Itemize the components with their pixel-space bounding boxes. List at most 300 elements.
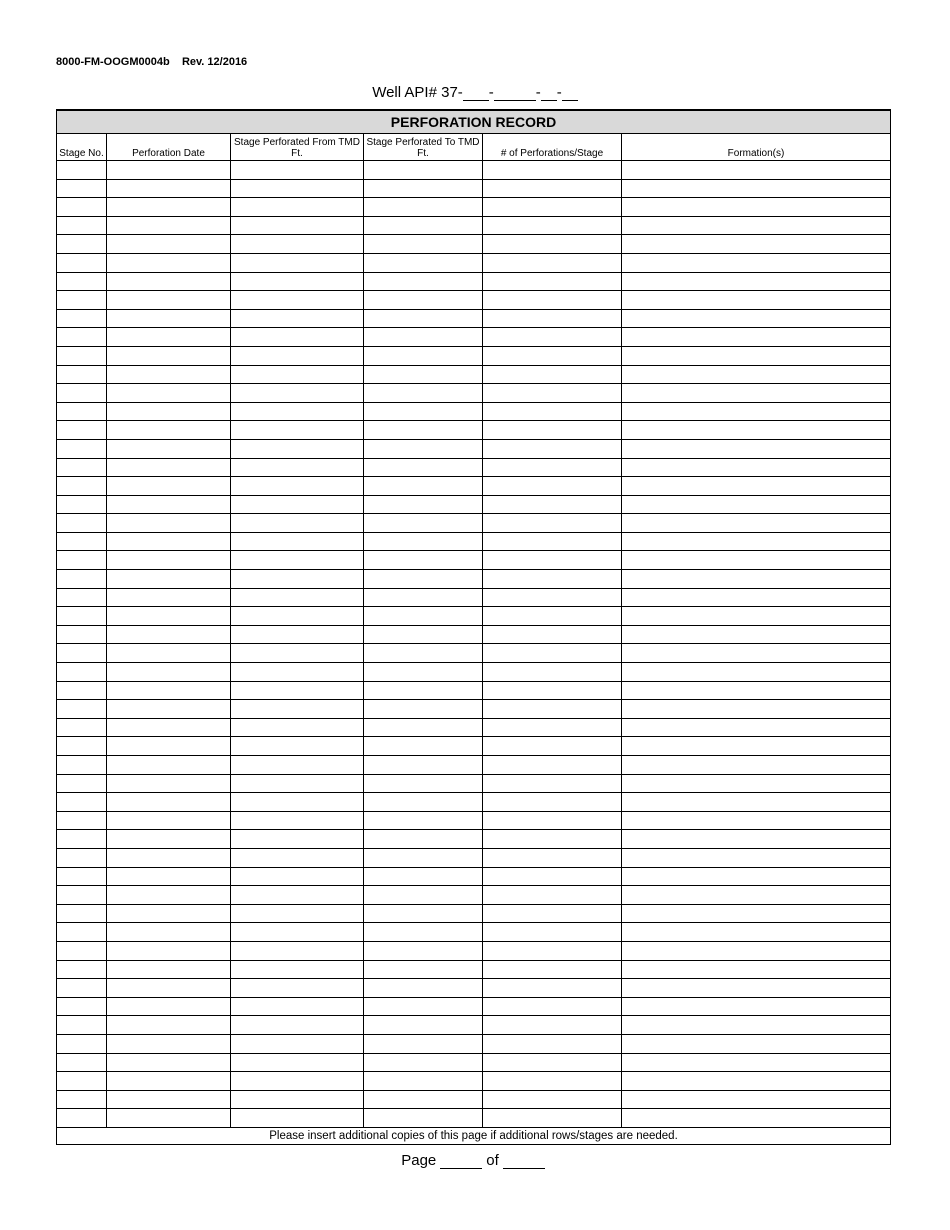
table-cell[interactable] <box>231 811 364 830</box>
table-cell[interactable] <box>364 1090 483 1109</box>
table-cell[interactable] <box>57 904 107 923</box>
table-cell[interactable] <box>483 514 622 533</box>
table-cell[interactable] <box>57 514 107 533</box>
table-cell[interactable] <box>622 161 891 180</box>
table-cell[interactable] <box>231 1090 364 1109</box>
table-cell[interactable] <box>231 644 364 663</box>
table-cell[interactable] <box>231 216 364 235</box>
table-cell[interactable] <box>57 1072 107 1091</box>
table-cell[interactable] <box>622 1034 891 1053</box>
table-cell[interactable] <box>483 718 622 737</box>
table-cell[interactable] <box>57 458 107 477</box>
table-cell[interactable] <box>622 1072 891 1091</box>
table-cell[interactable] <box>622 235 891 254</box>
table-cell[interactable] <box>57 997 107 1016</box>
table-cell[interactable] <box>483 235 622 254</box>
table-cell[interactable] <box>483 570 622 589</box>
table-cell[interactable] <box>364 774 483 793</box>
table-cell[interactable] <box>622 681 891 700</box>
table-cell[interactable] <box>231 886 364 905</box>
table-cell[interactable] <box>483 848 622 867</box>
table-cell[interactable] <box>57 551 107 570</box>
table-cell[interactable] <box>483 328 622 347</box>
table-cell[interactable] <box>57 774 107 793</box>
table-cell[interactable] <box>57 700 107 719</box>
table-cell[interactable] <box>107 272 231 291</box>
table-cell[interactable] <box>231 235 364 254</box>
table-cell[interactable] <box>364 867 483 886</box>
table-cell[interactable] <box>57 161 107 180</box>
table-cell[interactable] <box>57 384 107 403</box>
table-cell[interactable] <box>364 718 483 737</box>
table-cell[interactable] <box>483 756 622 775</box>
table-cell[interactable] <box>231 1109 364 1128</box>
table-cell[interactable] <box>57 793 107 812</box>
table-cell[interactable] <box>231 253 364 272</box>
table-cell[interactable] <box>107 346 231 365</box>
table-cell[interactable] <box>107 439 231 458</box>
table-cell[interactable] <box>231 532 364 551</box>
table-cell[interactable] <box>622 700 891 719</box>
table-cell[interactable] <box>364 1109 483 1128</box>
table-cell[interactable] <box>364 532 483 551</box>
table-cell[interactable] <box>57 570 107 589</box>
table-cell[interactable] <box>364 979 483 998</box>
table-cell[interactable] <box>231 904 364 923</box>
table-cell[interactable] <box>231 681 364 700</box>
table-cell[interactable] <box>57 439 107 458</box>
table-cell[interactable] <box>107 607 231 626</box>
table-cell[interactable] <box>483 1053 622 1072</box>
table-cell[interactable] <box>483 253 622 272</box>
table-cell[interactable] <box>57 1090 107 1109</box>
table-cell[interactable] <box>231 700 364 719</box>
table-cell[interactable] <box>231 1016 364 1035</box>
table-cell[interactable] <box>483 532 622 551</box>
table-cell[interactable] <box>107 570 231 589</box>
table-cell[interactable] <box>483 904 622 923</box>
table-cell[interactable] <box>622 1016 891 1035</box>
table-cell[interactable] <box>107 1034 231 1053</box>
table-cell[interactable] <box>57 1034 107 1053</box>
table-cell[interactable] <box>622 756 891 775</box>
table-cell[interactable] <box>483 1109 622 1128</box>
table-cell[interactable] <box>57 867 107 886</box>
table-cell[interactable] <box>483 161 622 180</box>
table-cell[interactable] <box>483 1016 622 1035</box>
table-cell[interactable] <box>107 198 231 217</box>
table-cell[interactable] <box>107 793 231 812</box>
table-cell[interactable] <box>364 309 483 328</box>
table-cell[interactable] <box>57 179 107 198</box>
table-cell[interactable] <box>231 514 364 533</box>
table-cell[interactable] <box>364 681 483 700</box>
api-field-suffix-2[interactable] <box>562 85 578 101</box>
table-cell[interactable] <box>231 384 364 403</box>
table-cell[interactable] <box>57 923 107 942</box>
table-cell[interactable] <box>364 291 483 310</box>
table-cell[interactable] <box>364 477 483 496</box>
table-cell[interactable] <box>57 663 107 682</box>
table-cell[interactable] <box>107 904 231 923</box>
table-cell[interactable] <box>622 644 891 663</box>
table-cell[interactable] <box>483 644 622 663</box>
table-cell[interactable] <box>622 793 891 812</box>
table-cell[interactable] <box>107 216 231 235</box>
table-cell[interactable] <box>231 607 364 626</box>
table-cell[interactable] <box>364 570 483 589</box>
table-cell[interactable] <box>483 625 622 644</box>
table-cell[interactable] <box>107 681 231 700</box>
table-cell[interactable] <box>107 886 231 905</box>
table-cell[interactable] <box>231 421 364 440</box>
table-cell[interactable] <box>107 1090 231 1109</box>
table-cell[interactable] <box>622 570 891 589</box>
table-cell[interactable] <box>622 514 891 533</box>
table-cell[interactable] <box>57 346 107 365</box>
table-cell[interactable] <box>107 421 231 440</box>
table-cell[interactable] <box>622 979 891 998</box>
table-cell[interactable] <box>57 365 107 384</box>
table-cell[interactable] <box>107 960 231 979</box>
table-cell[interactable] <box>231 588 364 607</box>
table-cell[interactable] <box>57 830 107 849</box>
table-cell[interactable] <box>231 161 364 180</box>
table-cell[interactable] <box>622 625 891 644</box>
table-cell[interactable] <box>364 997 483 1016</box>
table-cell[interactable] <box>231 1053 364 1072</box>
table-cell[interactable] <box>483 551 622 570</box>
table-cell[interactable] <box>364 830 483 849</box>
table-cell[interactable] <box>107 1016 231 1035</box>
table-cell[interactable] <box>622 1053 891 1072</box>
table-cell[interactable] <box>231 1072 364 1091</box>
table-cell[interactable] <box>57 756 107 775</box>
table-cell[interactable] <box>107 1053 231 1072</box>
table-cell[interactable] <box>622 830 891 849</box>
table-cell[interactable] <box>483 477 622 496</box>
table-cell[interactable] <box>622 607 891 626</box>
table-cell[interactable] <box>57 848 107 867</box>
table-cell[interactable] <box>107 830 231 849</box>
table-cell[interactable] <box>231 979 364 998</box>
table-cell[interactable] <box>622 941 891 960</box>
table-cell[interactable] <box>483 495 622 514</box>
table-cell[interactable] <box>622 551 891 570</box>
table-cell[interactable] <box>364 756 483 775</box>
table-cell[interactable] <box>364 644 483 663</box>
table-cell[interactable] <box>57 737 107 756</box>
table-cell[interactable] <box>57 1109 107 1128</box>
table-cell[interactable] <box>364 700 483 719</box>
table-cell[interactable] <box>483 588 622 607</box>
table-cell[interactable] <box>483 793 622 812</box>
table-cell[interactable] <box>231 570 364 589</box>
table-cell[interactable] <box>483 774 622 793</box>
table-cell[interactable] <box>231 495 364 514</box>
api-field-county[interactable] <box>463 85 489 101</box>
table-cell[interactable] <box>107 477 231 496</box>
table-cell[interactable] <box>107 532 231 551</box>
table-cell[interactable] <box>364 402 483 421</box>
table-cell[interactable] <box>364 607 483 626</box>
table-cell[interactable] <box>622 867 891 886</box>
table-cell[interactable] <box>483 979 622 998</box>
table-cell[interactable] <box>364 941 483 960</box>
table-cell[interactable] <box>364 1034 483 1053</box>
table-cell[interactable] <box>107 756 231 775</box>
table-cell[interactable] <box>364 161 483 180</box>
table-cell[interactable] <box>57 625 107 644</box>
table-cell[interactable] <box>57 532 107 551</box>
table-cell[interactable] <box>364 663 483 682</box>
table-cell[interactable] <box>107 644 231 663</box>
table-cell[interactable] <box>231 756 364 775</box>
table-cell[interactable] <box>622 216 891 235</box>
table-cell[interactable] <box>364 421 483 440</box>
table-cell[interactable] <box>483 997 622 1016</box>
table-cell[interactable] <box>364 625 483 644</box>
table-cell[interactable] <box>483 421 622 440</box>
table-cell[interactable] <box>622 421 891 440</box>
table-cell[interactable] <box>483 384 622 403</box>
table-cell[interactable] <box>622 291 891 310</box>
table-cell[interactable] <box>622 886 891 905</box>
table-cell[interactable] <box>57 402 107 421</box>
table-cell[interactable] <box>483 607 622 626</box>
table-cell[interactable] <box>231 328 364 347</box>
table-cell[interactable] <box>231 997 364 1016</box>
table-cell[interactable] <box>57 960 107 979</box>
table-cell[interactable] <box>483 458 622 477</box>
table-cell[interactable] <box>231 625 364 644</box>
table-cell[interactable] <box>231 960 364 979</box>
table-cell[interactable] <box>107 235 231 254</box>
table-cell[interactable] <box>364 235 483 254</box>
table-cell[interactable] <box>483 439 622 458</box>
table-cell[interactable] <box>107 253 231 272</box>
table-cell[interactable] <box>231 272 364 291</box>
table-cell[interactable] <box>107 328 231 347</box>
table-cell[interactable] <box>231 346 364 365</box>
table-cell[interactable] <box>231 848 364 867</box>
table-cell[interactable] <box>483 402 622 421</box>
table-cell[interactable] <box>364 495 483 514</box>
table-cell[interactable] <box>364 904 483 923</box>
table-cell[interactable] <box>107 309 231 328</box>
table-cell[interactable] <box>483 291 622 310</box>
table-cell[interactable] <box>57 291 107 310</box>
table-cell[interactable] <box>622 923 891 942</box>
table-cell[interactable] <box>622 904 891 923</box>
table-cell[interactable] <box>364 272 483 291</box>
table-cell[interactable] <box>364 328 483 347</box>
table-cell[interactable] <box>483 886 622 905</box>
table-cell[interactable] <box>622 774 891 793</box>
table-cell[interactable] <box>231 923 364 942</box>
table-cell[interactable] <box>622 663 891 682</box>
table-cell[interactable] <box>622 532 891 551</box>
table-cell[interactable] <box>483 1090 622 1109</box>
table-cell[interactable] <box>622 346 891 365</box>
table-cell[interactable] <box>483 923 622 942</box>
table-cell[interactable] <box>57 216 107 235</box>
table-cell[interactable] <box>483 198 622 217</box>
table-cell[interactable] <box>622 439 891 458</box>
table-cell[interactable] <box>364 848 483 867</box>
table-cell[interactable] <box>483 216 622 235</box>
table-cell[interactable] <box>107 979 231 998</box>
table-cell[interactable] <box>483 830 622 849</box>
table-cell[interactable] <box>231 365 364 384</box>
table-cell[interactable] <box>57 253 107 272</box>
table-cell[interactable] <box>622 328 891 347</box>
table-cell[interactable] <box>57 718 107 737</box>
table-cell[interactable] <box>107 179 231 198</box>
table-cell[interactable] <box>231 477 364 496</box>
table-cell[interactable] <box>364 439 483 458</box>
table-cell[interactable] <box>231 718 364 737</box>
table-cell[interactable] <box>364 1053 483 1072</box>
table-cell[interactable] <box>57 681 107 700</box>
table-cell[interactable] <box>622 588 891 607</box>
table-cell[interactable] <box>57 421 107 440</box>
table-cell[interactable] <box>57 495 107 514</box>
table-cell[interactable] <box>622 737 891 756</box>
table-cell[interactable] <box>622 960 891 979</box>
table-cell[interactable] <box>231 737 364 756</box>
table-cell[interactable] <box>107 458 231 477</box>
table-cell[interactable] <box>107 997 231 1016</box>
table-cell[interactable] <box>622 718 891 737</box>
table-cell[interactable] <box>57 235 107 254</box>
table-cell[interactable] <box>231 551 364 570</box>
table-cell[interactable] <box>231 941 364 960</box>
table-cell[interactable] <box>107 514 231 533</box>
table-cell[interactable] <box>364 179 483 198</box>
table-cell[interactable] <box>622 272 891 291</box>
table-cell[interactable] <box>57 272 107 291</box>
table-cell[interactable] <box>483 1072 622 1091</box>
table-cell[interactable] <box>107 718 231 737</box>
table-cell[interactable] <box>483 867 622 886</box>
table-cell[interactable] <box>57 1053 107 1072</box>
table-cell[interactable] <box>364 551 483 570</box>
table-cell[interactable] <box>231 291 364 310</box>
table-cell[interactable] <box>483 960 622 979</box>
table-cell[interactable] <box>622 811 891 830</box>
table-cell[interactable] <box>364 923 483 942</box>
table-cell[interactable] <box>107 923 231 942</box>
table-cell[interactable] <box>57 644 107 663</box>
table-cell[interactable] <box>483 737 622 756</box>
table-cell[interactable] <box>57 328 107 347</box>
table-cell[interactable] <box>622 848 891 867</box>
api-field-suffix-1[interactable] <box>541 85 557 101</box>
table-cell[interactable] <box>57 979 107 998</box>
table-cell[interactable] <box>107 161 231 180</box>
table-cell[interactable] <box>364 458 483 477</box>
table-cell[interactable] <box>364 1072 483 1091</box>
table-cell[interactable] <box>483 272 622 291</box>
table-cell[interactable] <box>622 365 891 384</box>
table-cell[interactable] <box>483 681 622 700</box>
table-cell[interactable] <box>622 402 891 421</box>
table-cell[interactable] <box>107 737 231 756</box>
table-cell[interactable] <box>622 179 891 198</box>
table-cell[interactable] <box>57 588 107 607</box>
table-cell[interactable] <box>107 848 231 867</box>
table-cell[interactable] <box>364 737 483 756</box>
table-cell[interactable] <box>57 811 107 830</box>
table-cell[interactable] <box>483 309 622 328</box>
table-cell[interactable] <box>483 365 622 384</box>
table-cell[interactable] <box>57 198 107 217</box>
table-cell[interactable] <box>364 346 483 365</box>
table-cell[interactable] <box>483 700 622 719</box>
table-cell[interactable] <box>231 1034 364 1053</box>
table-cell[interactable] <box>107 663 231 682</box>
table-cell[interactable] <box>231 774 364 793</box>
table-cell[interactable] <box>622 495 891 514</box>
table-cell[interactable] <box>364 960 483 979</box>
table-cell[interactable] <box>622 198 891 217</box>
table-cell[interactable] <box>107 365 231 384</box>
table-cell[interactable] <box>107 551 231 570</box>
table-cell[interactable] <box>107 700 231 719</box>
table-cell[interactable] <box>107 625 231 644</box>
table-cell[interactable] <box>483 1034 622 1053</box>
table-cell[interactable] <box>364 253 483 272</box>
table-cell[interactable] <box>231 830 364 849</box>
table-cell[interactable] <box>622 458 891 477</box>
table-cell[interactable] <box>107 867 231 886</box>
table-cell[interactable] <box>364 588 483 607</box>
table-cell[interactable] <box>231 198 364 217</box>
table-cell[interactable] <box>622 997 891 1016</box>
table-cell[interactable] <box>231 402 364 421</box>
table-cell[interactable] <box>364 384 483 403</box>
table-cell[interactable] <box>231 867 364 886</box>
table-cell[interactable] <box>622 477 891 496</box>
table-cell[interactable] <box>107 1072 231 1091</box>
table-cell[interactable] <box>364 793 483 812</box>
table-cell[interactable] <box>231 309 364 328</box>
table-cell[interactable] <box>57 886 107 905</box>
table-cell[interactable] <box>622 384 891 403</box>
table-cell[interactable] <box>231 458 364 477</box>
api-field-well-number[interactable] <box>494 85 536 101</box>
table-cell[interactable] <box>57 607 107 626</box>
table-cell[interactable] <box>483 179 622 198</box>
table-cell[interactable] <box>483 346 622 365</box>
table-cell[interactable] <box>364 216 483 235</box>
table-cell[interactable] <box>364 1016 483 1035</box>
table-cell[interactable] <box>57 477 107 496</box>
table-cell[interactable] <box>364 198 483 217</box>
table-cell[interactable] <box>483 663 622 682</box>
page-number-field[interactable] <box>440 1153 482 1169</box>
table-cell[interactable] <box>622 253 891 272</box>
table-cell[interactable] <box>483 941 622 960</box>
table-cell[interactable] <box>364 514 483 533</box>
table-cell[interactable] <box>622 309 891 328</box>
table-cell[interactable] <box>107 941 231 960</box>
table-cell[interactable] <box>107 1109 231 1128</box>
table-cell[interactable] <box>231 663 364 682</box>
table-cell[interactable] <box>107 291 231 310</box>
table-cell[interactable] <box>107 774 231 793</box>
